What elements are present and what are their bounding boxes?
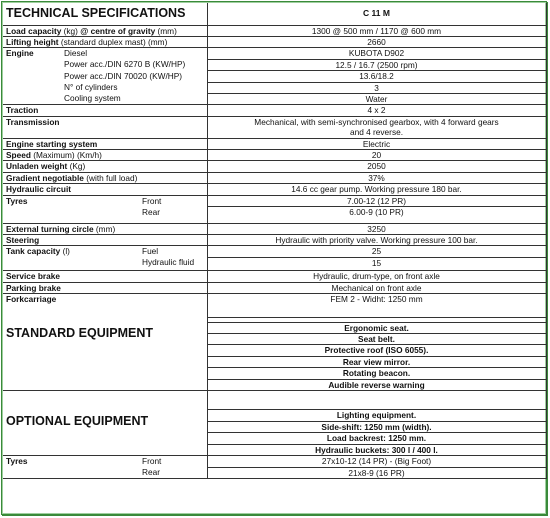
value-service-brake: Hydraulic, drum-type, on front axle	[207, 271, 546, 282]
spec-title: TECHNICAL SPECIFICATIONS	[3, 3, 207, 25]
row-parking-brake: Parking brake Mechanical on front axle	[3, 282, 546, 293]
row-tyres-front: Tyres Front 7.00-12 (12 PR)	[3, 195, 546, 206]
engine-sub-label: Diesel	[64, 48, 88, 59]
row-transmission: Transmission Mechanical, with semi-synchronised gearbox, with 4 forward gears and 4 reverse.	[3, 116, 546, 138]
standard-item: Rotating beacon.	[207, 368, 546, 379]
spec-table	[3, 3, 547, 479]
value-speed: 20	[207, 149, 546, 160]
row-optional-0	[3, 410, 546, 421]
optional-item: Side-shift: 1250 mm (width).	[207, 421, 546, 432]
optional-item: Load backrest: 1250 mm.	[207, 433, 546, 444]
value-tyres-front: 7.00-12 (12 PR)	[207, 195, 546, 206]
standard-item: Seat belt.	[207, 333, 546, 344]
standard-equipment-title: STANDARD EQUIPMENT	[3, 322, 207, 390]
engine-value: 13.6/18.2	[207, 71, 546, 82]
value-turning-circle: 3250	[207, 223, 546, 234]
optional-item: Lighting equipment.	[207, 410, 546, 421]
model-name: C 11 M	[207, 3, 546, 25]
engine-value: 3	[207, 82, 546, 93]
value-hydraulic-circuit: 14.6 cc gear pump. Working pressure 180 bar.	[207, 184, 546, 195]
optional-equipment-title: OPTIONAL EQUIPMENT	[3, 410, 207, 456]
row-engine-diesel	[3, 48, 546, 59]
value-parking-brake: Mechanical on front axle	[207, 282, 546, 293]
row-engine-cooling	[3, 93, 546, 104]
row-engine-power-6270	[3, 59, 546, 70]
row-hydraulic-circuit: Hydraulic circuit 14.6 cc gear pump. Working pressure 180 bar.	[3, 184, 546, 195]
engine-sub-label: Power acc./DIN 6270 B (KW/HP)	[64, 59, 186, 70]
standard-item: Protective roof (ISO 6055).	[207, 345, 546, 356]
row-tyres-rear: Rear 6.00-9 (10 PR)	[3, 207, 546, 224]
value-gradient: 37%	[207, 172, 546, 183]
row-forkcarriage: Forkcarriage FEM 2 - Widht: 1250 mm	[3, 294, 546, 318]
value-traction: 4 x 2	[207, 105, 546, 116]
engine-sub-label: N° of cylinders	[64, 82, 118, 93]
value-tyres-rear: 6.00-9 (10 PR)	[207, 207, 546, 224]
value-tank-fuel: 25	[207, 246, 546, 257]
value-optional-tyres-rear: 21x8-9 (16 PR)	[207, 467, 546, 478]
row-traction: Traction 4 x 2	[3, 105, 546, 116]
row-tank-hydraulic: Hydraulic fluid 15	[3, 257, 546, 271]
label-load-capacity: Load capacity	[6, 25, 62, 36]
row-optional-tyres-front: Tyres Front 27x10-12 (14 PR) - (Big Foot)	[3, 456, 546, 467]
row-gradient: Gradient negotiable (with full load) 37%	[3, 172, 546, 183]
value-unladen-weight: 2050	[207, 161, 546, 172]
row-steering: Steering Hydraulic with priority valve. Working pressure 100 bar.	[3, 234, 546, 245]
row-optional-tyres-rear: Rear 21x8-9 (16 PR)	[3, 467, 546, 478]
spec-sheet	[1, 1, 547, 515]
row-optional-spacer	[3, 390, 546, 410]
value-lifting-height: 2660	[207, 36, 546, 47]
value-engine-starting: Electric	[207, 138, 546, 149]
row-tank-fuel: Tank capacity (l) Fuel 25	[3, 246, 546, 257]
value-optional-tyres-front: 27x10-12 (14 PR) - (Big Foot)	[207, 456, 546, 467]
row-standard-0	[3, 322, 546, 333]
value-forkcarriage: FEM 2 - Widht: 1250 mm	[207, 294, 546, 318]
value-transmission: Mechanical, with semi-synchronised gearbox, with 4 forward gears and 4 reverse.	[207, 116, 546, 138]
engine-value: Water	[207, 93, 546, 104]
optional-item: Hydraulic buckets: 300 l / 400 l.	[207, 444, 546, 455]
row-engine-starting: Engine starting system Electric	[3, 138, 546, 149]
row-engine-cylinders	[3, 82, 546, 93]
row-service-brake: Service brake Hydraulic, drum-type, on front axle	[3, 271, 546, 282]
engine-sub-label: Power acc./DIN 70020 (KW/HP)	[64, 70, 183, 81]
row-lifting-height: Lifting height (standard duplex mast) (mm) 2660	[3, 36, 546, 47]
row-speed: Speed (Maximum) (Km/h) 20	[3, 149, 546, 160]
value-load-capacity: 1300 @ 500 mm / 1170 @ 600 mm	[207, 25, 546, 36]
engine-value: 12.5 / 16.7 (2500 rpm)	[207, 59, 546, 70]
row-unladen-weight: Unladen weight (Kg) 2050	[3, 161, 546, 172]
label-engine: Engine	[3, 48, 62, 105]
engine-sub-label: Cooling system	[62, 93, 207, 104]
row-turning-circle: External turning circle (mm) 3250	[3, 223, 546, 234]
row-engine-power-70020	[3, 71, 546, 82]
row-load-capacity: Load capacity (kg) @ centre of gravity (mm) 1300 @ 500 mm / 1170 @ 600 mm	[3, 25, 546, 36]
standard-item: Ergonomic seat.	[207, 322, 546, 333]
engine-value: KUBOTA D902	[207, 48, 546, 59]
standard-item: Rear view mirror.	[207, 356, 546, 367]
value-tank-hydraulic: 15	[207, 257, 546, 271]
standard-item: Audible reverse warning	[207, 379, 546, 390]
value-steering: Hydraulic with priority valve. Working pressure 100 bar.	[207, 234, 546, 245]
header-row	[3, 3, 546, 25]
